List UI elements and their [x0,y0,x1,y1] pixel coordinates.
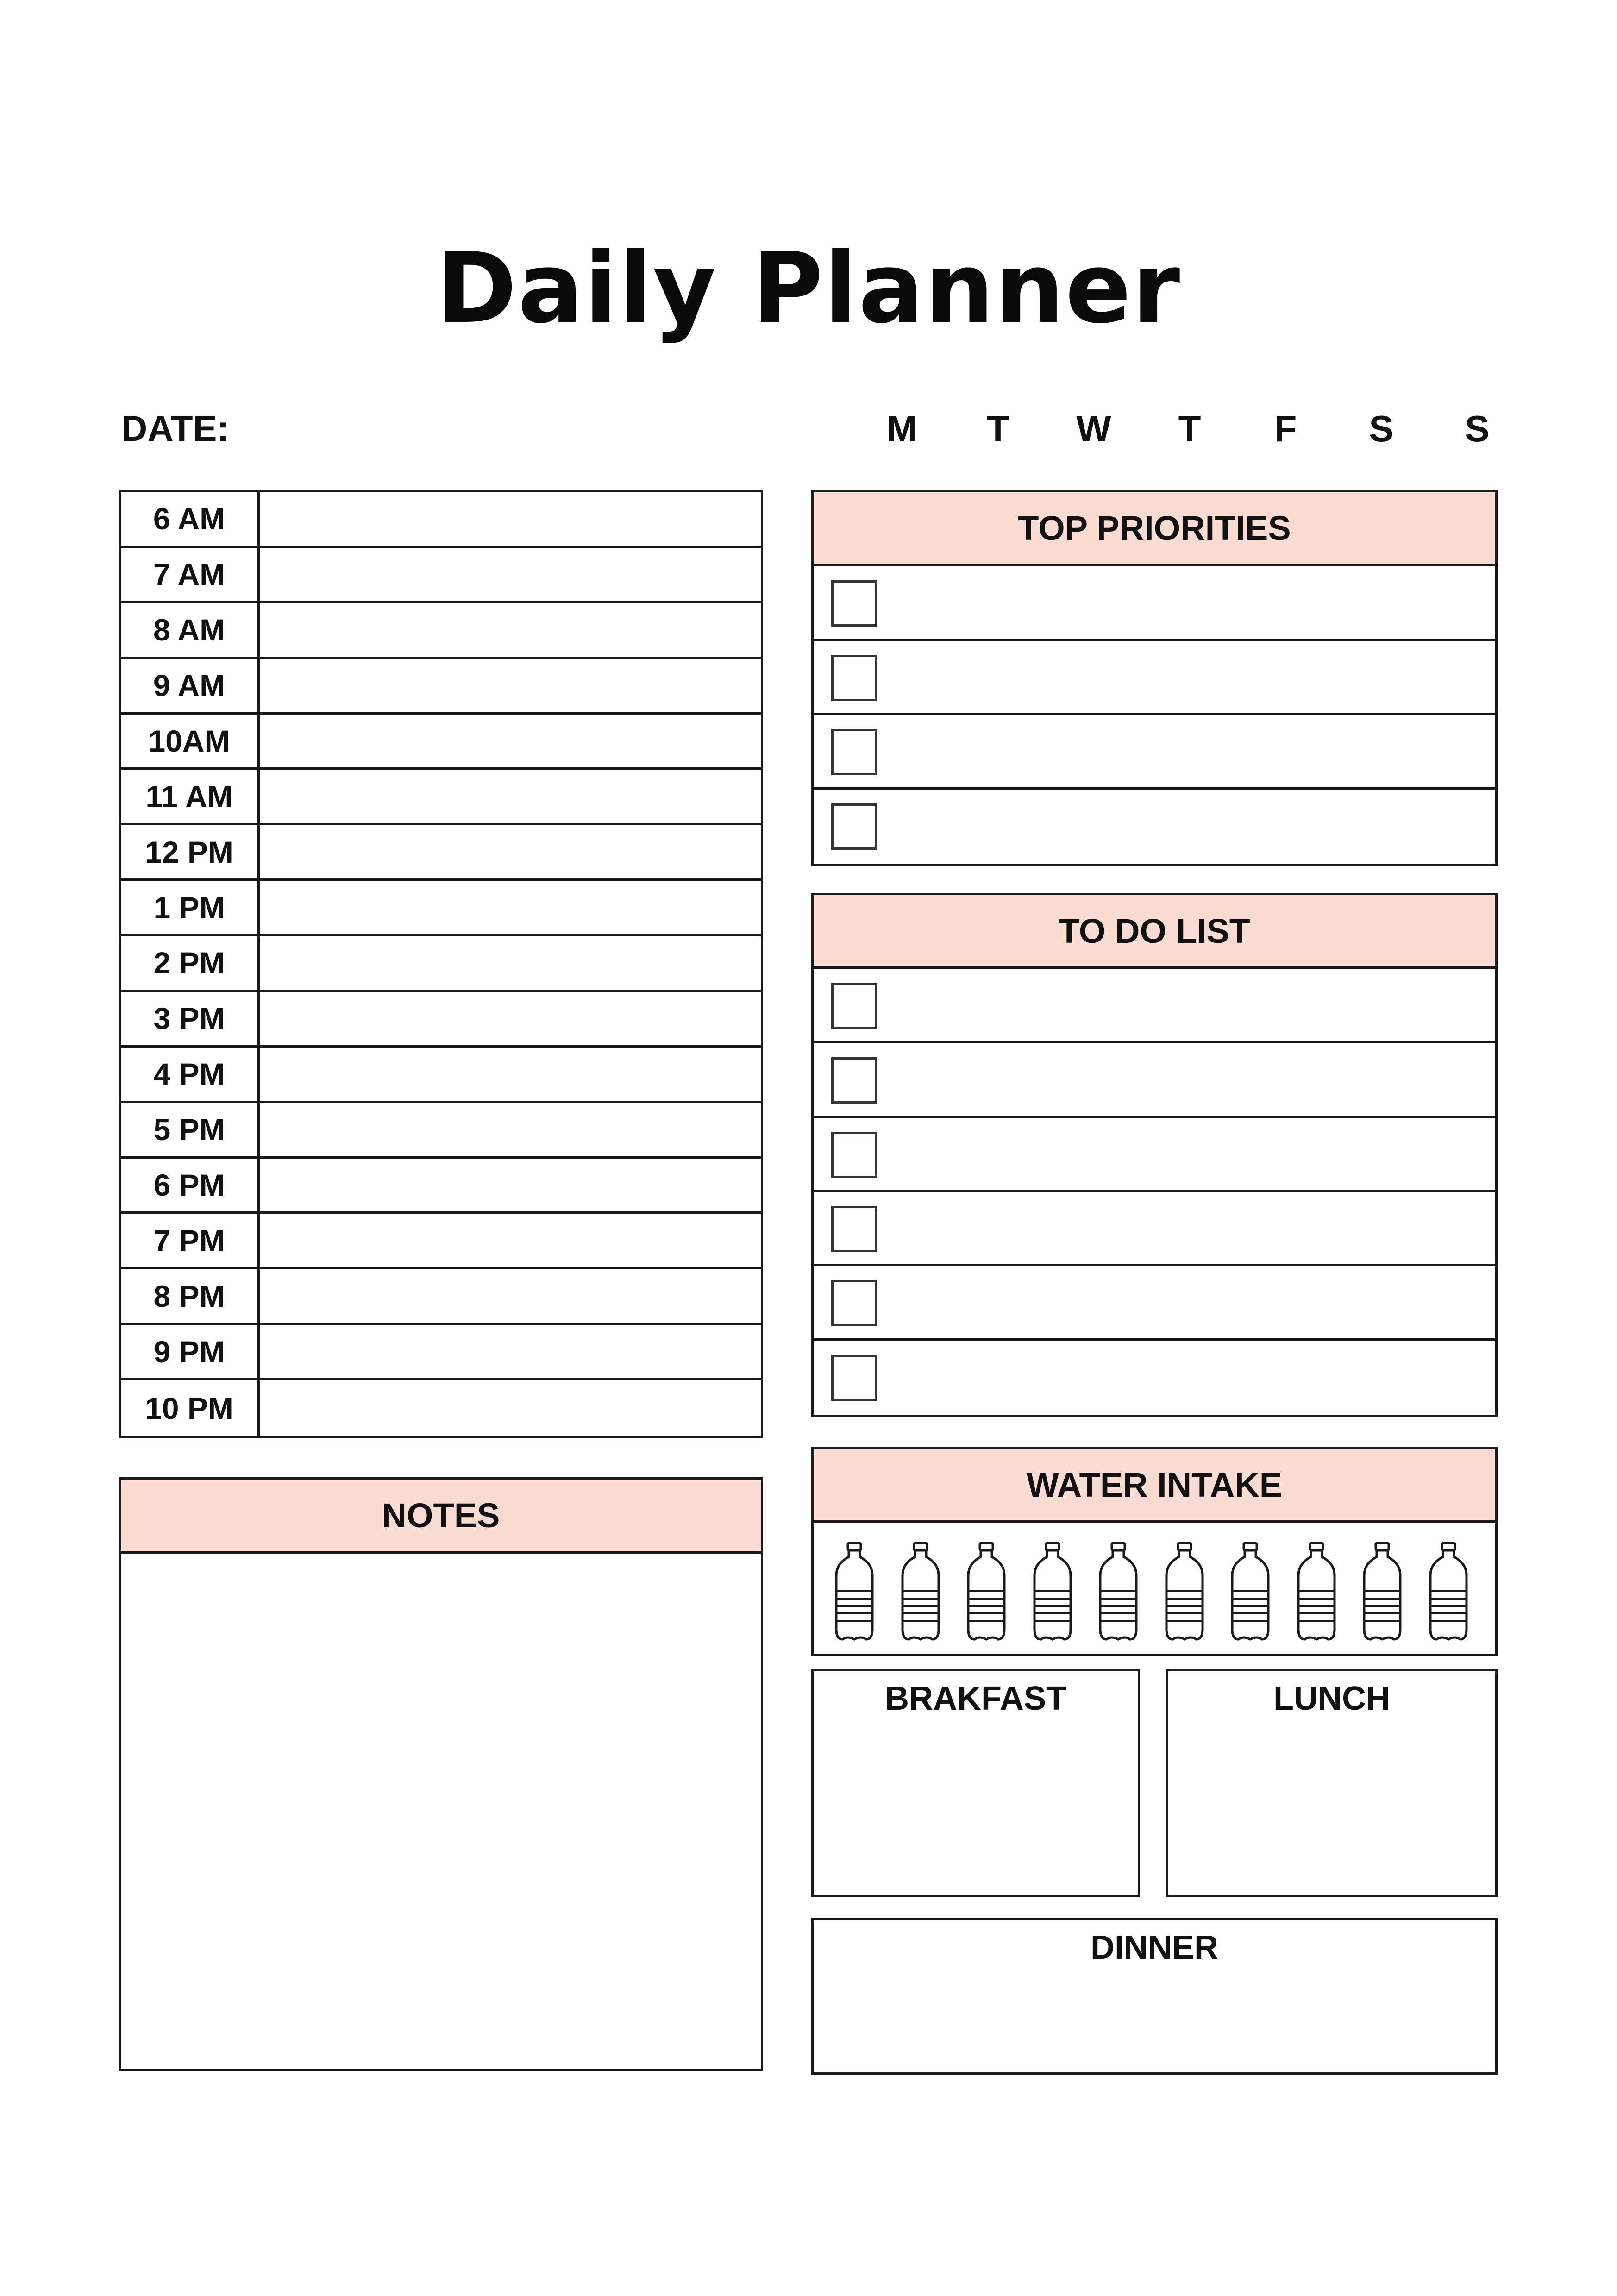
breakfast-label: BRAKFAST [885,1680,1066,1717]
schedule-entry-field[interactable] [260,1269,761,1323]
schedule-entry-field[interactable] [260,659,761,712]
top-priorities-box [811,490,1498,866]
lunch-label: LUNCH [1273,1680,1390,1717]
dinner-box[interactable] [811,1918,1498,2075]
notes-box[interactable] [119,1477,763,2071]
schedule-entry-field[interactable] [260,992,761,1045]
water-bottle-icon[interactable] [1229,1541,1271,1643]
priority-checkbox[interactable] [831,803,877,850]
schedule-time-label: 7 PM [121,1214,260,1267]
todo-checkbox[interactable] [831,1132,877,1178]
schedule-time-label: 9 PM [121,1325,260,1378]
page-title: Daily Planner [436,232,1181,345]
notes-header: NOTES [121,1480,761,1554]
schedule-row [121,1103,761,1159]
date-label: DATE: [121,408,229,449]
water-bottle-icon[interactable] [900,1541,941,1643]
hourly-schedule [119,490,763,1438]
water-bottle-icon[interactable] [1164,1541,1205,1643]
schedule-row [121,492,761,548]
schedule-row [121,992,761,1048]
todo-item[interactable] [814,969,1495,1043]
schedule-entry-field[interactable] [260,1048,761,1101]
priority-item[interactable] [814,715,1495,790]
todo-item[interactable] [814,1192,1495,1266]
schedule-entry-field[interactable] [260,548,761,601]
schedule-row [121,881,761,936]
schedule-row [121,1048,761,1103]
schedule-entry-field[interactable] [260,1214,761,1267]
schedule-entry-field[interactable] [260,825,761,878]
weekday-sun[interactable]: S [1465,408,1490,449]
dinner-label: DINNER [1090,1929,1218,1966]
water-bottle-icon[interactable] [1428,1541,1469,1643]
todo-item[interactable] [814,1266,1495,1340]
todo-checkbox[interactable] [831,1355,877,1401]
schedule-row [121,1380,761,1436]
schedule-row [121,1214,761,1269]
lunch-box[interactable] [1166,1669,1498,1897]
priority-item[interactable] [814,790,1495,864]
todo-list-header: TO DO LIST [814,895,1495,969]
schedule-time-label: 8 PM [121,1269,260,1323]
schedule-time-label: 12 PM [121,825,260,878]
water-bottle-icon[interactable] [1361,1541,1403,1643]
schedule-time-label: 5 PM [121,1103,260,1156]
schedule-time-label: 7 AM [121,548,260,601]
schedule-time-label: 2 PM [121,936,260,990]
water-bottle-icon[interactable] [965,1541,1007,1643]
priority-item[interactable] [814,566,1495,641]
todo-list-box [811,893,1498,1417]
schedule-row [121,603,761,659]
todo-item[interactable] [814,1341,1495,1415]
priority-checkbox[interactable] [831,655,877,701]
schedule-entry-field[interactable] [260,492,761,546]
schedule-row [121,825,761,881]
water-bottle-icon[interactable] [1296,1541,1337,1643]
schedule-entry-field[interactable] [260,715,761,768]
schedule-time-label: 11 AM [121,770,260,823]
todo-item[interactable] [814,1043,1495,1117]
todo-checkbox[interactable] [831,1280,877,1326]
schedule-entry-field[interactable] [260,1159,761,1212]
weekday-mon[interactable]: M [886,408,918,449]
schedule-row [121,770,761,825]
todo-checkbox[interactable] [831,1057,877,1104]
schedule-entry-field[interactable] [260,1325,761,1378]
schedule-row [121,659,761,715]
schedule-entry-field[interactable] [260,603,761,657]
schedule-time-label: 3 PM [121,992,260,1045]
weekday-tue[interactable]: T [986,408,1009,449]
schedule-entry-field[interactable] [260,770,761,823]
priority-checkbox[interactable] [831,729,877,775]
schedule-time-label: 10 PM [121,1380,260,1436]
schedule-row [121,715,761,770]
schedule-row [121,1159,761,1214]
schedule-row [121,1269,761,1325]
weekday-fri[interactable]: F [1274,408,1297,449]
weekday-thu[interactable]: T [1178,408,1201,449]
weekday-sat[interactable]: S [1369,408,1394,449]
schedule-time-label: 10AM [121,715,260,768]
breakfast-box[interactable] [811,1669,1140,1897]
weekday-wed[interactable]: W [1076,408,1111,449]
water-intake-header: WATER INTAKE [814,1449,1495,1523]
schedule-time-label: 4 PM [121,1048,260,1101]
schedule-entry-field[interactable] [260,1103,761,1156]
schedule-time-label: 1 PM [121,881,260,934]
schedule-row [121,1325,761,1380]
todo-checkbox[interactable] [831,983,877,1029]
schedule-row [121,548,761,603]
water-bottle-icon[interactable] [1097,1541,1139,1643]
schedule-entry-field[interactable] [260,1380,761,1436]
schedule-time-label: 6 AM [121,492,260,546]
todo-item[interactable] [814,1118,1495,1192]
todo-checkbox[interactable] [831,1206,877,1252]
priority-item[interactable] [814,641,1495,715]
schedule-entry-field[interactable] [260,936,761,990]
schedule-time-label: 9 AM [121,659,260,712]
schedule-time-label: 8 AM [121,603,260,657]
schedule-time-label: 6 PM [121,1159,260,1212]
schedule-entry-field[interactable] [260,881,761,934]
top-priorities-header: TOP PRIORITIES [814,492,1495,566]
schedule-row [121,936,761,992]
water-bottle-icon[interactable] [1032,1541,1073,1643]
priority-checkbox[interactable] [831,580,877,627]
water-bottle-icon[interactable] [834,1541,875,1643]
